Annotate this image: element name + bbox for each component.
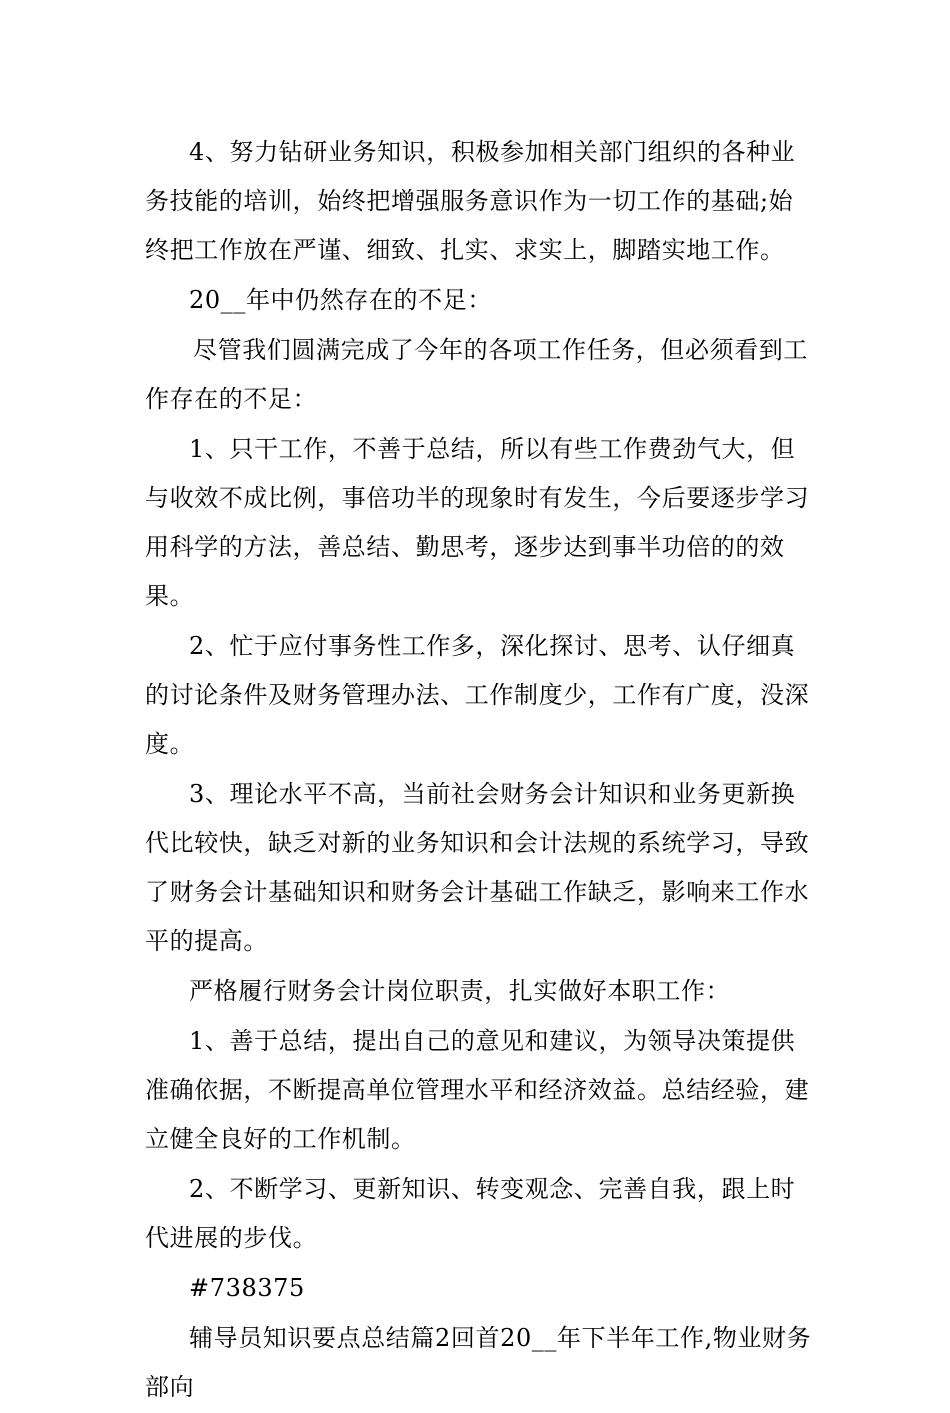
paragraph-shortcoming-2: 2、忙于应付事务性工作多，深化探讨、思考、认仔细真的讨论条件及财务管理办法、工作制度少，工作有广度，没深度。	[145, 632, 810, 758]
paragraph-shortcoming-3: 3、理论水平不高，当前社会财务会计知识和业务更新换代比较快，缺乏对新的业务知识和会计法规的系统学习，导致了财务会计基础知识和财务会计基础工作缺乏，影响来工作水平的提高。	[145, 780, 810, 955]
paragraph-duty-2: 2、不断学习、更新知识、转变观念、完善自我，跟上时代进展的步伐。	[145, 1175, 796, 1252]
paragraph-duties-heading: 严格履行财务会计岗位职责，扎实做好本职工作：	[189, 977, 731, 1005]
paragraph-shortcomings-heading: 20__年中仍然存在的不足：	[189, 286, 492, 314]
paragraph-article-2-intro: 辅导员知识要点总结篇2回首20__年下半年工作,物业财务部向	[145, 1324, 812, 1401]
paragraph-document-id: #738375	[189, 1274, 305, 1302]
paragraph-duty-1: 1、善于总结，提出自己的意见和建议，为领导决策提供准确依据，不断提高单位管理水平和经济效益。总结经验，建立健全良好的工作机制。	[145, 1027, 810, 1153]
paragraph-shortcoming-1: 1、只干工作，不善于总结，所以有些工作费劲气大，但与收效不成比例，事倍功半的现象时有发生，今后要逐步学习用科学的方法，善总结、勤思考，逐步达到事半功倍的的效果。	[145, 435, 810, 610]
paragraph-shortcomings-intro: 尽管我们圆满完成了今年的各项工作任务，但必须看到工作存在的不足：	[145, 336, 808, 413]
document-body	[145, 128, 815, 1413]
paragraph-point-4: 4、努力钻研业务知识，积极参加相关部门组织的各种业务技能的培训，始终把增强服务意识作为一切工作的基础;始终把工作放在严谨、细致、扎实、求实上，脚踏实地工作。	[145, 138, 796, 264]
